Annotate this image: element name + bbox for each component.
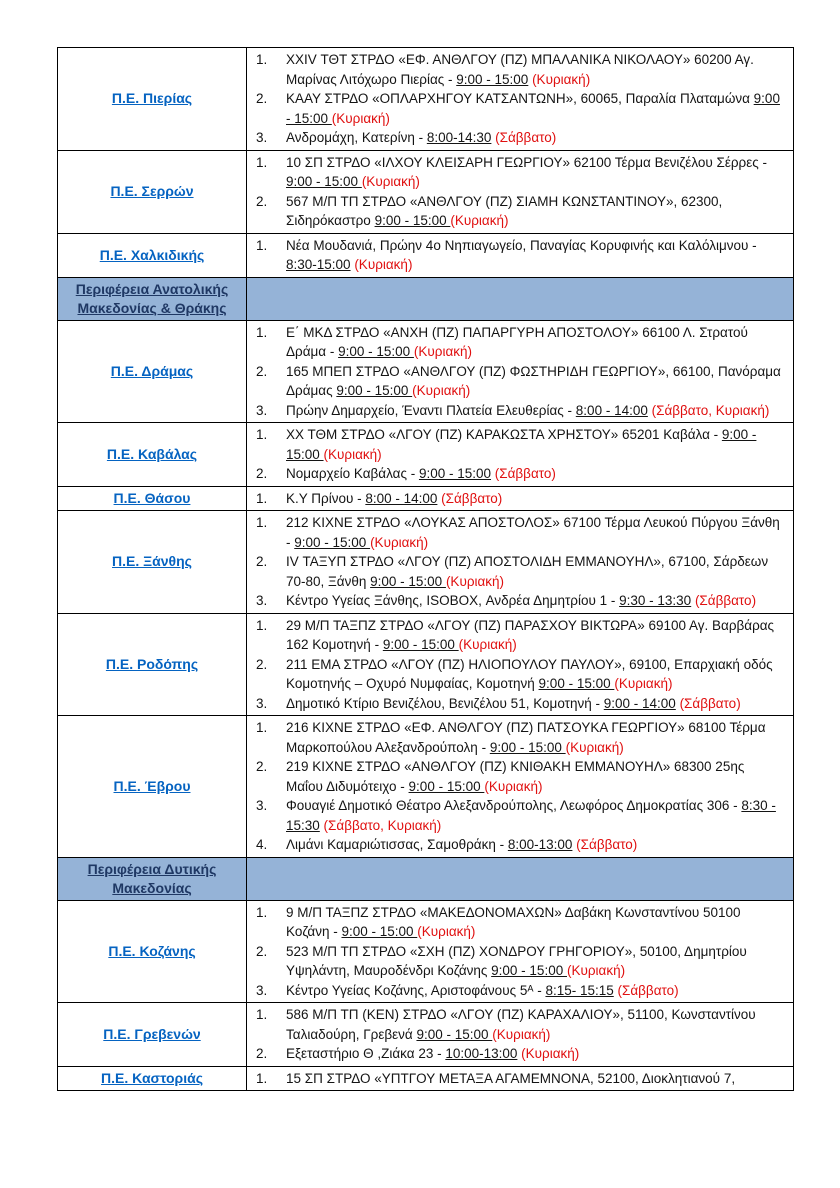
item-number: 1. — [256, 52, 268, 67]
time-range: 9:00 - 15:00 — [286, 174, 362, 189]
items-cell — [247, 48, 794, 151]
item-number: 1. — [256, 490, 268, 506]
time-range: 9:00 - 15:00 — [370, 573, 446, 589]
table-row — [58, 233, 794, 277]
item-text — [286, 323, 785, 362]
list-item — [253, 903, 785, 942]
table-row — [58, 1003, 794, 1067]
item-number: 2. — [256, 466, 268, 481]
day-label: (Κυριακή) — [412, 383, 471, 398]
location-text: 216 ΚΙΧΝΕ ΣΤΡΔΟ «ΕΦ. ΑΝΘΛΓΟΥ (ΠΖ) ΠΑΤΣΟΥΚΑ ΓΕΩΡΓΙΟΥ» 68100 Τέρμα Μαρκοπούλου Αλεξανδρούπολη - — [286, 720, 766, 755]
time-range: 8:00-13:00 — [507, 837, 573, 852]
list-item — [253, 425, 785, 464]
items-cell — [247, 423, 794, 487]
item-number: 3. — [256, 982, 268, 998]
day-label: (Κυριακή) — [331, 110, 390, 126]
day-label: (Κυριακή) — [528, 71, 591, 87]
time-range: 9:00 - 15:00 — [491, 963, 567, 978]
time-range: 9:00 - 15:00 — [286, 427, 757, 462]
day-label: (Κυριακή) — [492, 1026, 551, 1042]
time-range: 9:00 - 15:00 — [336, 383, 413, 398]
items-cell — [247, 511, 794, 614]
location-text: 15 ΣΠ ΣΤΡΔΟ «ΥΠΤΓΟΥ ΜΕΤΑΞΑ ΑΓΑΜΕΜΝΟΝΑ, 52100, Διοκλητιανού 7, — [286, 1070, 736, 1086]
item-number: 1. — [256, 427, 268, 442]
time-range: 9:00 - 15:00 — [341, 924, 418, 939]
location-text: Δημοτικό Κτίριο Βενιζέλου, Βενιζέλου 51, Κομοτηνή - — [286, 695, 604, 711]
location-text: Νέα Μουδανιά, Πρώην 4ο Νηπιαγωγείο, Παναγίας Κορυφινής και Καλόλιμνου - — [286, 237, 757, 253]
time-range: 8:30 - 15:30 — [286, 798, 776, 833]
list-item — [253, 552, 785, 591]
day-label: (Κυριακή) — [484, 778, 543, 794]
item-text — [286, 192, 785, 231]
region-link[interactable]: Π.Ε. Καστοριάς — [101, 1069, 203, 1086]
region-link[interactable]: Π.Ε. Σερρών — [110, 183, 194, 199]
list-item — [253, 981, 785, 1001]
region-link[interactable]: Π.Ε. Ξάνθης — [112, 553, 192, 570]
location-text: Φουαγιέ Δημοτικό Θέατρο Αλεξανδρούπολης, Λεωφόρος Δημοκρατίας 306 - — [286, 798, 742, 813]
band-empty-cell — [247, 857, 794, 900]
item-number: 3. — [256, 130, 268, 145]
band-label: Περιφέρεια Δυτικής Μακεδονίας — [87, 860, 217, 896]
item-text — [286, 694, 785, 714]
location-text: XXIV ΤΘΤ ΣΤΡΔΟ «ΕΦ. ΑΝΘΛΓΟΥ (ΠΖ) ΜΠΑΛΑΝΙΚΑ ΝΙΚΟΛΑΟΥ» 60200 Αγ. Μαρίνας Λιτόχωρο Πιερίας - — [286, 52, 754, 87]
region-link[interactable]: Π.Ε. Έβρου — [113, 777, 191, 794]
time-range: 9:00 - 15:00 — [286, 91, 780, 126]
time-range: 9:30 - 13:30 — [619, 593, 692, 608]
item-number: 2. — [256, 759, 268, 774]
items-cell — [247, 320, 794, 423]
table-row — [58, 511, 794, 614]
day-label: (Σάββατο) — [572, 837, 638, 852]
item-number: 1. — [256, 515, 268, 530]
item-text — [286, 236, 785, 275]
day-label: (Κυριακή) — [413, 344, 473, 359]
table-row — [58, 48, 794, 151]
item-number: 2. — [256, 193, 268, 209]
day-label: (Σάββατο) — [491, 466, 556, 481]
time-range: 9:00 - 15:00 — [456, 71, 529, 87]
item-text — [286, 513, 785, 552]
list-item — [253, 616, 785, 655]
time-range: 9:00 - 15:00 — [338, 344, 414, 359]
location-text: Εξεταστήριο Θ ,Ζιάκα 23 - — [286, 1046, 446, 1061]
region-cell — [58, 48, 247, 151]
day-label: (Κυριακή) — [450, 213, 509, 228]
list-item — [253, 757, 785, 796]
time-range: 8:15- 15:15 — [545, 982, 614, 998]
list-item — [253, 942, 785, 981]
time-range: 9:00 - 15:00 — [489, 739, 566, 755]
item-number: 1. — [256, 237, 268, 253]
item-text — [286, 981, 785, 1001]
time-range: 8:00 - 14:00 — [365, 490, 438, 506]
region-cell — [58, 613, 247, 716]
location-text: IV ΤΑΞΥΠ ΣΤΡΔΟ «ΛΓΟΥ (ΠΖ) ΑΠΟΣΤΟΛΙΔΗ ΕΜΜΑΝΟΥΗΛ», 67100, Σάρδεων 70-80, Ξάνθη — [286, 554, 769, 589]
region-cell — [58, 423, 247, 487]
list-item — [253, 236, 785, 275]
time-range: 9:00 - 14:00 — [603, 695, 676, 711]
list-item — [253, 153, 785, 192]
time-range: 9:00 - 15:00 — [418, 466, 492, 481]
item-number: 1. — [256, 617, 268, 633]
list-item — [253, 1044, 785, 1064]
item-text — [286, 591, 785, 611]
item-text — [286, 401, 785, 421]
time-range: 9:00 - 15:00 — [382, 637, 459, 652]
location-text: 212 ΚΙΧΝΕ ΣΤΡΔΟ «ΛΟΥΚΑΣ ΑΠΟΣΤΟΛΟΣ» 67100 Τέρμα Λευκού Πύργου Ξάνθη - — [286, 515, 780, 550]
list-item — [253, 835, 785, 855]
list-item — [253, 718, 785, 757]
region-link[interactable]: Π.Ε. Κοζάνης — [108, 942, 196, 959]
day-label: (Κυριακή) — [458, 637, 517, 652]
item-text — [286, 489, 785, 509]
location-text: Ε΄ ΜΚΔ ΣΤΡΔΟ «ΑΝΧΗ (ΠΖ) ΠΑΠΑΡΓΥΡΗ ΑΠΟΣΤΟΛΟΥ» 66100 Λ. Στρατού Δράμα - — [286, 324, 748, 359]
day-label: (Κυριακή) — [417, 924, 476, 939]
region-link[interactable]: Π.Ε. Θάσου — [113, 489, 191, 506]
item-text — [286, 942, 785, 981]
items-cell — [247, 900, 794, 1003]
list-item — [253, 50, 785, 89]
list-item — [253, 694, 785, 714]
item-text — [286, 655, 785, 694]
region-link[interactable]: Π.Ε. Καβάλας — [106, 445, 198, 462]
location-text: Κέντρο Υγείας Κοζάνης, Αριστοφάνους 5ᴬ - — [286, 982, 546, 998]
item-text — [286, 89, 785, 128]
item-number: 2. — [256, 363, 268, 379]
region-link[interactable]: Π.Ε. Χαλκιδικής — [99, 246, 205, 263]
table-row — [58, 320, 794, 423]
region-cell — [58, 1003, 247, 1067]
item-text — [286, 1044, 785, 1064]
item-number: 1. — [256, 324, 268, 340]
region-link[interactable]: Π.Ε. Γρεβενών — [103, 1025, 201, 1042]
day-label: (Κυριακή) — [361, 174, 420, 189]
time-range: 9:00 - 15:00 — [416, 1026, 493, 1042]
region-cell — [58, 511, 247, 614]
items-cell — [247, 716, 794, 858]
time-range: 8:00-14:30 — [426, 130, 492, 145]
items-cell — [247, 613, 794, 716]
item-text — [286, 464, 785, 484]
items-cell — [247, 1003, 794, 1067]
item-number: 2. — [256, 1046, 268, 1061]
day-label: (Σάββατο) — [691, 593, 757, 608]
day-label: (Σάββατο) — [675, 695, 741, 711]
item-text — [286, 835, 785, 855]
donation-locations-table — [57, 47, 794, 1091]
items-cell — [247, 1066, 794, 1091]
location-text: 586 Μ/Π ΤΠ (ΚΕΝ) ΣΤΡΔΟ «ΛΓΟΥ (ΠΖ) ΚΑΡΑΧΑΛΙΟΥ», 51100, Κωνσταντίνου Ταλιαδούρη, Γρεβενά — [286, 1007, 756, 1042]
item-number: 1. — [256, 720, 268, 735]
day-label: (Κυριακή) — [445, 573, 505, 589]
item-text — [286, 425, 785, 464]
table-row — [58, 900, 794, 1003]
region-cell — [58, 900, 247, 1003]
table-row — [58, 423, 794, 487]
time-range: 9:00 - 15:00 — [408, 778, 485, 794]
list-item — [253, 591, 785, 611]
items-cell — [247, 233, 794, 277]
band-label-cell — [58, 277, 247, 320]
location-text: 567 Μ/Π ΤΠ ΣΤΡΔΟ «ΑΝΘΛΓΟΥ (ΠΖ) ΣΙΑΜΗ ΚΩΝΣΤΑΝΤΙΝΟΥ», 62300, Σιδηρόκαστρο — [286, 193, 723, 228]
item-number: 1. — [256, 154, 268, 170]
time-range: 8:00 - 14:00 — [575, 402, 648, 418]
item-number: 1. — [256, 1070, 268, 1086]
region-link[interactable]: Π.Ε. Δράμας — [110, 362, 194, 379]
region-link[interactable]: Π.Ε. Ροδόπης — [105, 655, 199, 672]
table-row — [58, 1066, 794, 1091]
region-cell — [58, 716, 247, 858]
day-label: (Κυριακή) — [350, 257, 413, 272]
item-number: 1. — [256, 904, 268, 920]
list-item — [253, 464, 785, 484]
location-text: 219 ΚΙΧΝΕ ΣΤΡΔΟ «ΑΝΘΛΓΟΥ (ΠΖ) ΚΝΙΘΑΚΗ ΕΜΜΑΝΟΥΗΛ» 68300 25ης Μαΐου Διδυμότειχο - — [286, 759, 745, 794]
item-text — [286, 153, 785, 192]
list-item — [253, 89, 785, 128]
item-number: 2. — [256, 554, 268, 569]
item-text — [286, 128, 785, 148]
list-item — [253, 128, 785, 148]
item-number: 3. — [256, 695, 268, 711]
time-range: 10:00-13:00 — [445, 1046, 518, 1061]
item-number: 2. — [256, 943, 268, 959]
table-row — [58, 150, 794, 233]
location-text: Κ.Υ Πρίνου - — [286, 490, 366, 506]
day-label: (Σάββατο, Κυριακή) — [319, 817, 442, 833]
item-text — [286, 616, 785, 655]
band-label: Περιφέρεια Ανατολικής Μακεδονίας & Θράκης — [75, 280, 229, 316]
band-empty-cell — [247, 277, 794, 320]
day-label: (Κυριακή) — [323, 446, 382, 462]
region-cell — [58, 486, 247, 511]
day-label: (Κυριακή) — [565, 739, 624, 755]
item-number: 3. — [256, 798, 268, 813]
day-label: (Κυριακή) — [517, 1046, 580, 1061]
list-item — [253, 362, 785, 401]
item-number: 2. — [256, 91, 268, 106]
time-range: 8:30-15:00 — [286, 257, 351, 272]
time-range: 9:00 - 15:00 — [294, 534, 371, 550]
list-item — [253, 323, 785, 362]
region-cell — [58, 1066, 247, 1091]
item-number: 3. — [256, 402, 268, 418]
time-range: 9:00 - 15:00 — [538, 676, 615, 691]
list-item — [253, 1069, 785, 1089]
location-text: ΧΧ ΤΘΜ ΣΤΡΔΟ «ΛΓΟΥ (ΠΖ) ΚΑΡΑΚΩΣΤΑ ΧΡΗΣΤΟΥ» 65201 Καβάλα - — [286, 427, 722, 442]
region-link[interactable]: Π.Ε. Πιερίας — [111, 90, 193, 107]
item-text — [286, 903, 785, 942]
item-text — [286, 1069, 785, 1089]
list-item — [253, 513, 785, 552]
item-text — [286, 757, 785, 796]
location-text: ΚΑΑΥ ΣΤΡΔΟ «ΟΠΛΑΡΧΗΓΟΥ ΚΑΤΣΑΝΤΩΝΗ», 60065, Παραλία Πλαταμώνα — [286, 91, 754, 106]
table-row — [58, 716, 794, 858]
location-text: 10 ΣΠ ΣΤΡΔΟ «ΙΛΧΟΥ ΚΛΕΙΣΑΡΗ ΓΕΩΡΓΙΟΥ» 62100 Τέρμα Βενιζέλου Σέρρες - — [286, 154, 767, 170]
list-item — [253, 796, 785, 835]
region-cell — [58, 150, 247, 233]
table-row — [58, 613, 794, 716]
location-text: Νομαρχείο Καβάλας - — [286, 466, 419, 481]
day-label: (Σάββατο, Κυριακή) — [647, 402, 770, 418]
item-number: 1. — [256, 1007, 268, 1022]
location-text: 9 Μ/Π ΤΑΞΠΖ ΣΤΡΔΟ «ΜΑΚΕΔΟΝΟΜΑΧΩΝ» Δαβάκη Κωνσταντίνου 50100 Κοζάνη - — [286, 904, 741, 939]
location-text: 211 ΕΜΑ ΣΤΡΔΟ «ΛΓΟΥ (ΠΖ) ΗΛΙΟΠΟΥΛΟΥ ΠΑΥΛΟΥ», 69100, Επαρχιακή οδός Κομοτηνής – Οχυρό Νυμφαίας, Κομοτηνή — [286, 656, 773, 691]
time-range: 9:00 - 15:00 — [374, 213, 451, 228]
day-label: (Κυριακή) — [566, 963, 626, 978]
list-item — [253, 1005, 785, 1044]
day-label: (Κυριακή) — [614, 676, 673, 691]
items-cell — [247, 150, 794, 233]
region-cell — [58, 233, 247, 277]
item-text — [286, 50, 785, 89]
item-text — [286, 552, 785, 591]
item-number: 3. — [256, 593, 268, 608]
item-text — [286, 718, 785, 757]
band-label-cell — [58, 857, 247, 900]
item-text — [286, 362, 785, 401]
day-label: (Σάββατο) — [491, 130, 557, 145]
location-text: 165 ΜΠΕΠ ΣΤΡΔΟ «ΑΝΘΛΓΟΥ (ΠΖ) ΦΩΣΤΗΡΙΔΗ ΓΕΩΡΓΙΟΥ», 66100, Πανόραμα Δράμας — [286, 363, 781, 398]
band-row — [58, 857, 794, 900]
region-cell — [58, 320, 247, 423]
item-text — [286, 1005, 785, 1044]
location-text: 29 Μ/Π ΤΑΞΠΖ ΣΤΡΔΟ «ΛΓΟΥ (ΠΖ) ΠΑΡΑΣΧΟΥ ΒΙΚΤΩΡΑ» 69100 Αγ. Βαρβάρας 162 Κομοτηνή - — [286, 617, 775, 652]
list-item — [253, 655, 785, 694]
list-item — [253, 192, 785, 231]
location-text: Λιμάνι Καμαριώτισσας, Σαμοθράκη - — [286, 837, 508, 852]
items-cell — [247, 486, 794, 511]
band-row — [58, 277, 794, 320]
location-text: Ανδρομάχη, Κατερίνη - — [286, 130, 427, 145]
location-text: Πρώην Δημαρχείο, Έναντι Πλατεία Ελευθερίας - — [286, 402, 576, 418]
list-item — [253, 489, 785, 509]
day-label: (Κυριακή) — [370, 534, 429, 550]
day-label: (Σάββατο) — [437, 490, 503, 506]
item-number: 4. — [256, 837, 268, 852]
item-number: 2. — [256, 656, 268, 672]
day-label: (Σάββατο) — [613, 982, 679, 998]
location-text: 523 Μ/Π ΤΠ ΣΤΡΔΟ «ΣΧΗ (ΠΖ) ΧΟΝΔΡΟΥ ΓΡΗΓΟΡΙΟΥ», 50100, Δημητρίου Υψηλάντη, Μαυροδένδρι Κοζάνης — [286, 943, 747, 978]
location-text: Κέντρο Υγείας Ξάνθης, ISOBOX, Ανδρέα Δημητρίου 1 - — [286, 593, 620, 608]
table-row — [58, 486, 794, 511]
item-text — [286, 796, 785, 835]
list-item — [253, 401, 785, 421]
